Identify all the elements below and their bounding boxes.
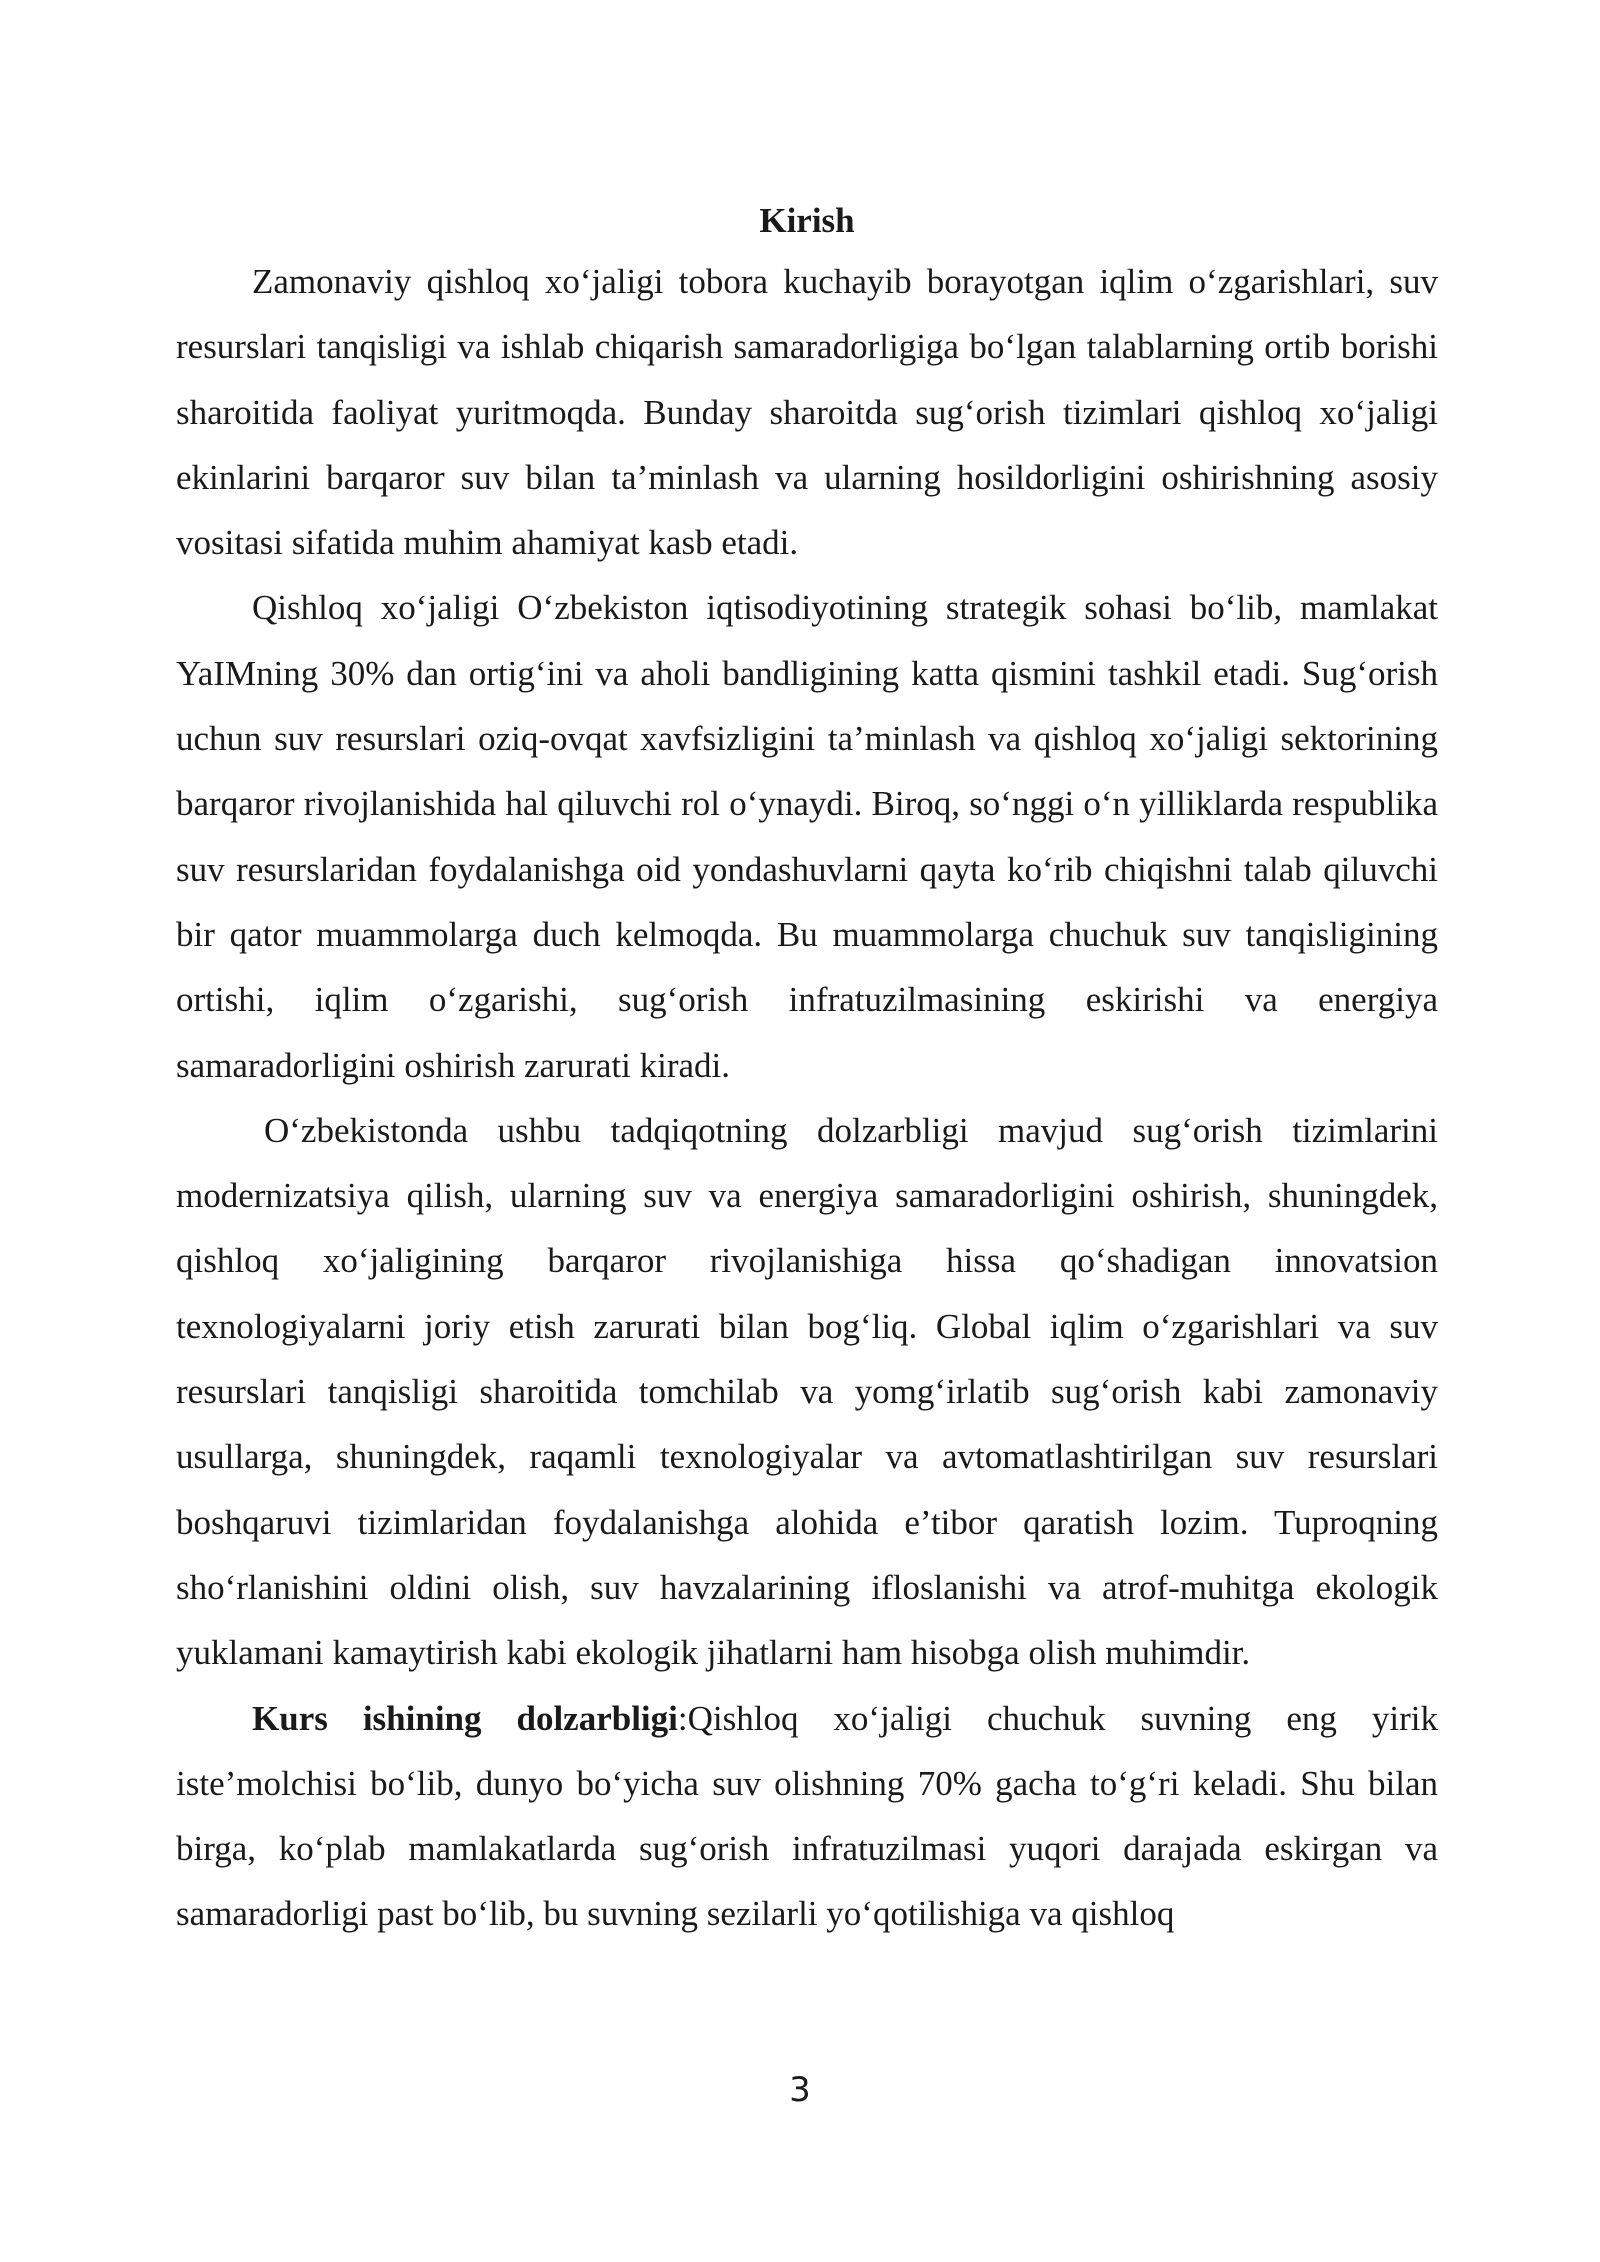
course-relevance-text: :Qishloq xo‘jaligi chuchuk suvning eng yirik iste’molchisi bo‘lib, dunyo bo‘yicha suv olishning 70% gacha to‘g‘ri keladi. Shu bilan birga, ko‘plab mamlakatlarda sug‘orish infratuzilmasi yuqori darajada eskirgan va samaradorligi past bo‘lib, bu suvning sezilarli yo‘qotilishiga va qishloq <box>176 1698 1438 1934</box>
page-content <box>176 192 1438 1947</box>
course-relevance-heading: Kurs ishining dolzarbligi <box>252 1698 678 1738</box>
section-title: Kirish <box>759 201 855 240</box>
page-number: 3 <box>789 2070 811 2110</box>
paragraph-intro: Zamonaviy qishloq xo‘jaligi tobora kuchayib borayotgan iqlim o‘zgarishlari, suv resurslari tanqisligi va ishlab chiqarish samaradorligiga bo‘lgan talablarning ortib borishi sharoitida faoliyat yuritmoqda. Bunday sharoitda sug‘orish tizimlari qishloq xo‘jaligi ekinlarini barqaror suv bilan ta’minlash va ularning hosildorligini oshirishning asosiy vositasi sifatida muhim ahamiyat kasb etadi. <box>176 262 1438 563</box>
paragraph-agriculture: Qishloq xo‘jaligi O‘zbekiston iqtisodiyotining strategik sohasi bo‘lib, mamlakat YaIMning 30% dan ortig‘ini va aholi bandligining katta qismini tashkil etadi. Sug‘orish uchun suv resurslari oziq-ovqat xavfsizligini ta’minlash va qishloq xo‘jaligi sektorining barqaror rivojlanishida hal qiluvchi rol o‘ynaydi. Biroq, so‘nggi o‘n yilliklarda respublika suv resurslaridan foydalanishga oid yondashuvlarni qayta ko‘rib chiqishni talab qiluvchi bir qator muammolarga duch kelmoqda. Bu muammolarga chuchuk suv tanqisligining ortishi, iqlim o‘zgarishi, sug‘orish infratuzilmasining eskirishi va energiya samaradorligini oshirish zarurati kiradi. <box>176 588 1438 1085</box>
paragraph-relevance-uzbekistan: O‘zbekistonda ushbu tadqiqotning dolzarbligi mavjud sug‘orish tizimlarini modernizatsiya qilish, ularning suv va energiya samaradorligini oshirish, shuningdek, qishloq xo‘jaligining barqaror rivojlanishiga hissa qo‘shadigan innovatsion texnologiyalarni joriy etish zarurati bilan bog‘liq. Global iqlim o‘zgarishlari va suv resurslari tanqisligi sharoitida tomchilab va yomg‘irlatib sug‘orish kabi zamonaviy usullarga, shuningdek, raqamli texnologiyalar va avtomatlashtirilgan suv resurslari boshqaruvi tizimlaridan foydalanishga alohida e’tibor qaratish lozim. Tuproqning sho‘rlanishini oldini olish, suv havzalarining ifloslanishi va atrof-muhitga ekologik yuklamani kamaytirish kabi ekologik jihatlarni ham hisobga olish muhimdir. <box>176 1110 1438 1673</box>
paragraph-course-relevance <box>176 1686 1438 1947</box>
